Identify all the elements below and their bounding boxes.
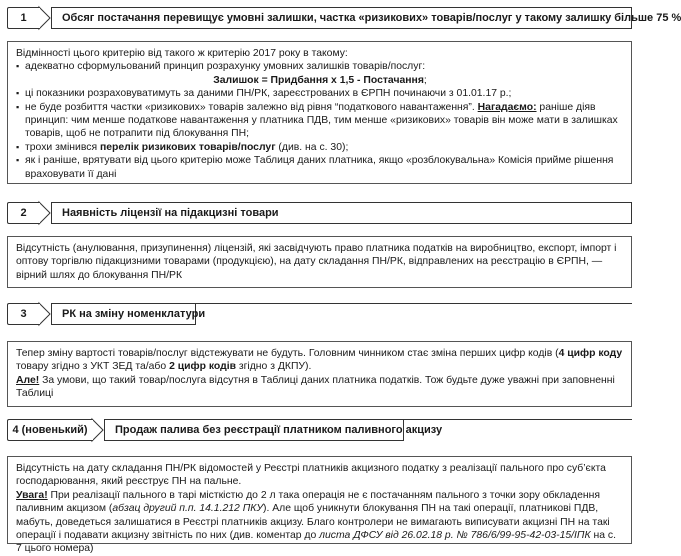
section-3-arrow-icon <box>39 303 51 325</box>
section-3-content <box>7 341 632 407</box>
section-1-formula: Залишок = Придбання х 1,5 - Постачання <box>213 74 424 86</box>
section-4-paragraph-2: Увага! При реалізації пального в тарі місткістю до 2 л така операція не є постачанням пального з точки зору обкладення паливним акцизом (абзац другий п.п. 14.1.212 ПКУ). Але щоб уникнути блокування ПН на такі операції, платникові ПДВ, мабуть, доведеться залишатися в Реєстрі платників акцизу. Благо контролери не вимагають виписувати акцизні ПН на такі операції і подавати акцизну звітність по них (див. коментар до листа ДФСУ від 26.02.18 р. № 786/6/99-95-42-03-15/ІПК на с. 7 цього номера) <box>16 489 616 555</box>
section-2-header <box>7 202 632 224</box>
section-1-number: 1 <box>7 7 39 29</box>
section-2-number: 2 <box>7 202 39 224</box>
section-1-formula-line: Залишок = Придбання х 1,5 - Постачання; <box>213 74 427 86</box>
section-4-title: Продаж палива без реєстрації платником паливного акцизу <box>104 419 404 441</box>
section-3-number: 3 <box>7 303 39 325</box>
section-1-content <box>7 41 632 184</box>
risky-goods-list-term: перелік ризикових товарів/послуг <box>99 141 276 153</box>
section-3-text: Тепер зміну вартості товарів/послуг відстежувати не будуть. Головним чинником стає зміна перших цифр кодів (4 цифр коду товару згідно з УКТ ЗЕД та/або 2 цифр кодів згідно з ДКПУ). <box>16 348 623 373</box>
tax-code-reference: абзац другий п.п. 14.1.212 ПКУ <box>112 503 263 515</box>
section-4-number: 4 (новенький) <box>7 419 92 441</box>
section-1-bullet-3: ▪ не буде розбиття частки «ризикових» товарів залежно від рівня “податкового навантаження”. Нагадаємо: раніше діяв принцип: чим менше податкове навантаження у платника ПДВ, тим менше «ризикових» товарів він може мати в залишках товарів, щоб не потрапити під блокування ПН; <box>16 101 624 141</box>
section-4-header-line <box>404 419 632 441</box>
section-4-content <box>7 456 632 555</box>
section-3-title: РК на зміну номенклатури <box>51 303 196 325</box>
section-4-arrow-icon <box>92 419 104 441</box>
section-1-bullet-2: ▪ ці показники розраховуватимуть за даними ПН/РК, зареєстрованих в ЄРПН починаючи з 01.01.17 р.; <box>16 87 624 100</box>
section-1-bullet-4: ▪ трохи змінився перелік ризикових товарів/послуг (див. на с. 30); <box>16 141 624 154</box>
section-2-title: Наявність ліцензії на підакцизні товари <box>51 202 632 224</box>
section-3-header <box>7 303 632 325</box>
section-3-note: Але! За умови, що такий товар/послуга відсутня в Таблиці даних платника податків. Тож будьте дуже уважні при заповненні Таблиці <box>16 374 615 400</box>
section-1-intro: Відмінності цього критерію від такого ж критерію 2017 року в такому: <box>16 48 348 59</box>
section-3-note-label: Але! <box>16 374 40 386</box>
section-1-header <box>7 7 681 29</box>
section-1-bullet-1: ▪ адекватно сформульований принцип розрахунку умовних залишків товарів/послуг: <box>16 60 624 73</box>
section-2-content <box>7 236 632 288</box>
section-1-arrow-icon <box>39 7 51 29</box>
section-1-title: Обсяг постачання перевищує умовні залишки, частка «ризикових» товарів/послуг у такому залишку більше 75 % <box>51 7 632 29</box>
section-2-arrow-icon <box>39 202 51 224</box>
section-4-paragraph-1: Відсутність на дату складання ПН/РК відомостей у Реєстрі платників акцизного податку з реалізації пального про суб’єкта господарювання, який реєструє ПН на пальне. <box>16 463 606 488</box>
section-1-reminder-label: Нагадаємо: <box>477 101 537 113</box>
dfsu-letter-reference: листа ДФСУ від 26.02.18 р. № 786/6/99-95-42-03-15/ІПК <box>319 530 591 542</box>
section-1-bullet-5: ▪ як і раніше, врятувати від цього критерію може Таблиця даних платника, якщо «розблокувальна» Комісія прийме рішення враховувати її дані <box>16 154 624 181</box>
section-4-header <box>7 419 632 441</box>
section-3-header-line <box>196 303 632 325</box>
section-4-warning-label: Увага! <box>16 489 48 501</box>
section-2-text: Відсутність (анулювання, призупинення) ліцензій, які засвідчують право платника податків на виробництво, експорт, імпорт і оптову торгівлю підакцизними товарами (продукцією), на дату складання ПН/РК, відправлених на реєстрацію в ЄРПН, — вірний шлях до блокування ПН/РК <box>16 243 617 281</box>
